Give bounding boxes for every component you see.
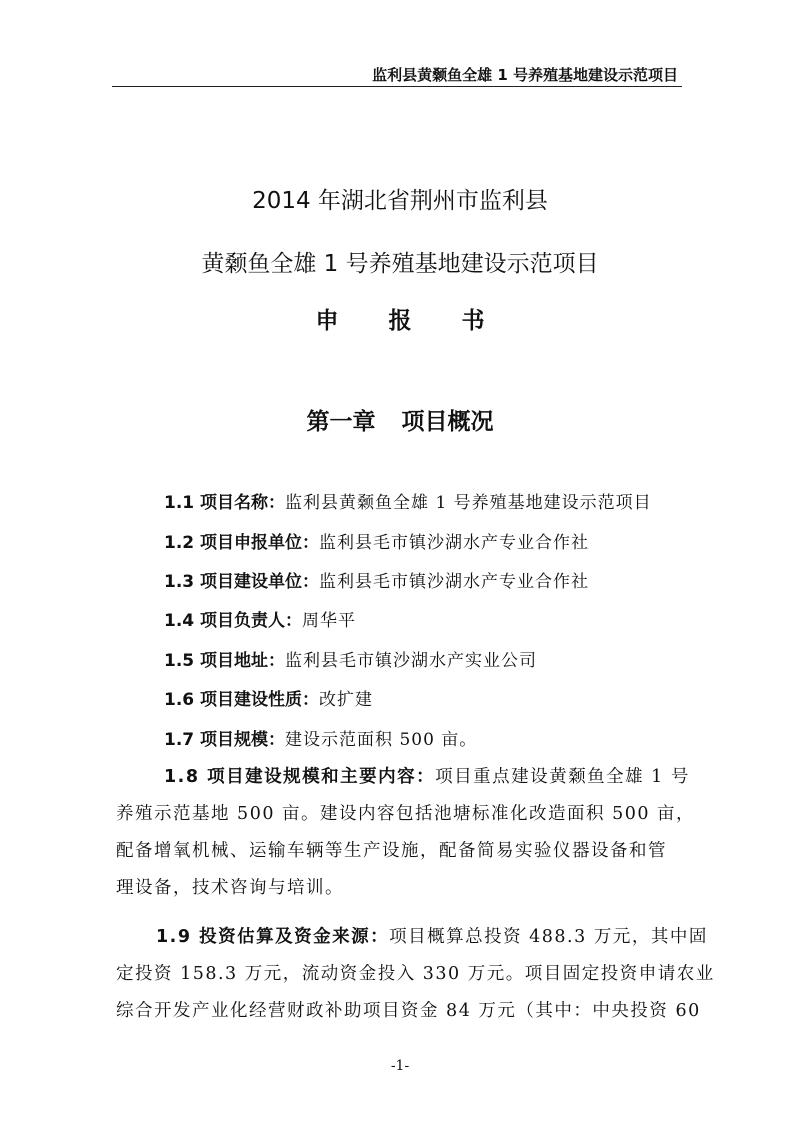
- item-1-4: [164, 610, 356, 632]
- item-1-8-line-2: 养殖示范基地 500 亩。建设内容包括池塘标准化改造面积 500 亩，: [116, 804, 696, 824]
- item-value: 改扩建: [319, 690, 374, 710]
- item-1-8-line-4: 理设备，技术咨询与培训。: [116, 878, 344, 898]
- item-label: 1.8 项目建设规模和主要内容：: [164, 767, 436, 787]
- item-1-9-line-1: 1.9 投资估算及资金来源：项目概算总投资 488.3 万元，其中固: [156, 927, 708, 947]
- item-value: 监利县毛市镇沙湖水产实业公司: [285, 651, 538, 671]
- chapter-number: 第一章: [306, 409, 376, 435]
- item-1-9-line-2: 定投资 158.3 万元，流动资金投入 330 万元。项目固定投资申请农业: [116, 964, 715, 984]
- item-value: 建设示范面积 500 亩。: [285, 730, 478, 750]
- header-title: 监利县黄颡鱼全雄 1 号养殖基地建设示范项目: [372, 66, 678, 84]
- item-label: 1.5 项目地址：: [164, 651, 286, 671]
- item-1-5: [164, 650, 537, 672]
- item-label: 1.9 投资估算及资金来源：: [156, 927, 390, 947]
- item-value: 监利县黄颡鱼全雄 1 号养殖基地建设示范项目: [285, 493, 652, 513]
- item-value: 监利县毛市镇沙湖水产专业合作社: [319, 533, 590, 553]
- item-1-9: [116, 926, 715, 1036]
- item-1-8: [116, 766, 711, 916]
- item-1-9-line-3: 综合开发产业化经营财政补助项目资金 84 万元（其中：中央投资 60: [116, 1001, 701, 1021]
- item-label: 1.4 项目负责人：: [164, 611, 303, 631]
- chapter-title: 项目概况: [401, 409, 494, 435]
- title-line-1: 2014 年湖北省荆州市监利县: [252, 188, 548, 214]
- item-1-1: [164, 492, 652, 514]
- item-value: 周华平: [302, 611, 357, 631]
- item-1-8-line-1: 1.8 项目建设规模和主要内容：项目重点建设黄颡鱼全雄 1 号: [164, 767, 690, 787]
- item-label: 1.7 项目规模：: [164, 730, 286, 750]
- page-header: [112, 62, 682, 87]
- item-label: 1.2 项目申报单位：: [164, 533, 320, 553]
- item-1-3: [164, 571, 589, 593]
- item-1-6: [164, 689, 373, 711]
- title-line-3: 申报书: [315, 308, 535, 334]
- item-1-7: [164, 729, 477, 751]
- item-label: 1.3 项目建设单位：: [164, 572, 320, 592]
- item-label: 1.6 项目建设性质：: [164, 690, 320, 710]
- chapter-heading: [0, 403, 800, 436]
- page-number: -1-: [390, 1058, 410, 1074]
- item-1-2: [164, 532, 589, 554]
- item-value: 监利县毛市镇沙湖水产专业合作社: [319, 572, 590, 592]
- title-line-2: 黄颡鱼全雄 1 号养殖基地建设示范项目: [201, 251, 599, 277]
- item-1-8-line-3: 配备增氧机械、运输车辆等生产设施，配备简易实验仪器设备和管: [116, 841, 667, 861]
- item-label: 1.1 项目名称：: [164, 493, 286, 513]
